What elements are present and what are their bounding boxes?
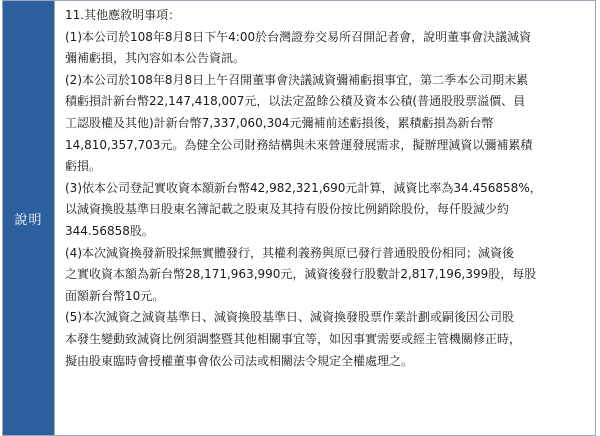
paragraph-line: (2)本公司於108年8月8日上午召開董事會決議減資彌補虧損事宜，第二季本公司期末累 [65, 72, 529, 87]
announcement-table [2, 0, 596, 436]
paragraph-line: (5)本次減資之減資基準日、減資換股基準日、減資換發股票作業計劃或嗣後因公司股 [65, 310, 515, 325]
paragraph-line: 14,810,357,703元。為健全公司財務結構與未來營運發展需求，擬辦理減資以彌補累積 [65, 137, 533, 152]
paragraph-line: 積虧損計新台幣22,147,418,007元，以法定盈餘公積及資本公積(普通股股票溢價、員 [65, 94, 526, 109]
paragraph-line: 擬由股東臨時會授權董事會依公司法或相關法令規定全權處理之。 [65, 353, 414, 368]
description-content-cell [55, 1, 596, 436]
paragraph-heading [65, 5, 587, 27]
paragraph-line: (1)本公司於108年8月8日下午4:00於台灣證券交易所召開記者會，說明董事會決議減資 [65, 29, 532, 44]
paragraph-line: 11.其他應敘明事項： [65, 8, 181, 22]
description-label-cell [3, 1, 55, 436]
paragraph-item-1 [65, 27, 587, 70]
paragraph-line: 本發生變動致減資比例須調整暨其他相關事宜等，如因事實需要或經主管機關修正時， [65, 331, 522, 346]
paragraph-line: (3)依本公司登記實收資本額新台幣42,982,321,690元計算，減資比率為34.456858%， [65, 180, 542, 195]
paragraph-line: 之實收資本額為新台幣28,171,963,990元，減資後發行股數計2,817,196,399股，每股 [65, 267, 537, 282]
paragraph-item-3 [65, 178, 587, 243]
description-label: 說明 [14, 212, 43, 228]
paragraph-line: 344.56858股。 [65, 223, 154, 238]
paragraph-line: 面額新台幣10元。 [65, 288, 165, 303]
description-content [55, 1, 595, 372]
paragraph-line: 以減資換股基準日股東名簿記載之股東及其持有股份按比例銷除股份，每仟股減少約 [65, 202, 510, 217]
paragraph-line: 工認股權及其他)計新台幣7,337,060,304元彌補前述虧損後，累積虧損為新台幣 [65, 115, 494, 130]
paragraph-item-5 [65, 307, 587, 372]
paragraph-line: (4)本次減資換發新股採無實體發行，其權利義務與原已發行普通股股份相同；減資後 [65, 245, 515, 260]
paragraph-item-2 [65, 70, 587, 178]
announcement-row [3, 1, 596, 436]
paragraph-item-4 [65, 243, 587, 308]
paragraph-line: 彌補虧損，其內容如本公告資訊。 [65, 51, 246, 66]
paragraph-line: 虧損。 [65, 159, 102, 174]
